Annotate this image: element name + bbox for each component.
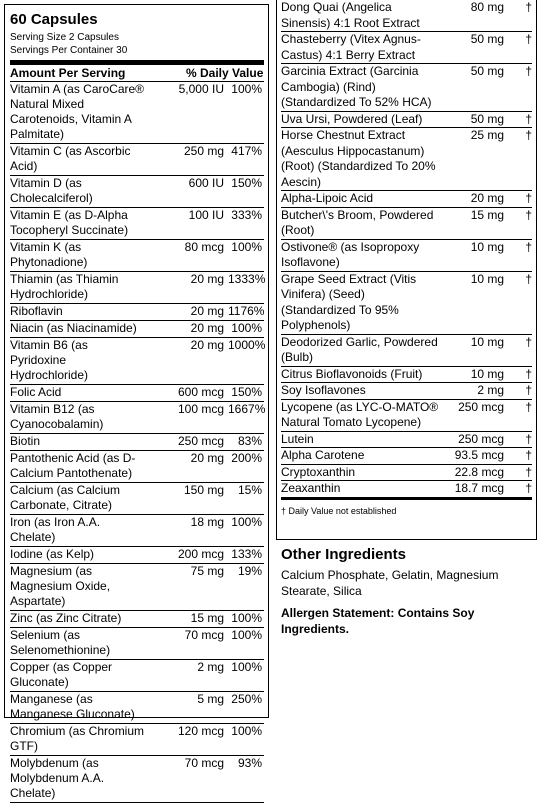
botanical-row xyxy=(281,240,532,272)
botanical-row xyxy=(281,465,532,482)
nutrient-daily-value: 100% xyxy=(231,240,262,254)
nutrient-name: Copper (as Copper Gluconate) xyxy=(10,660,113,689)
dagger-mark: † xyxy=(525,111,532,126)
other-ingredients-title: Other Ingredients xyxy=(281,546,407,563)
serving-size: Serving Size 2 Capsules xyxy=(10,32,119,43)
dagger-mark: † xyxy=(525,464,532,479)
nutrient-amount: 75 mg xyxy=(190,564,224,578)
ingredient-amount: 50 mg xyxy=(470,32,505,46)
nutrient-daily-value: 15% xyxy=(237,483,262,497)
nutrient-row xyxy=(10,451,264,483)
nutrient-name: Chromium (as Chromium GTF) xyxy=(10,724,145,753)
botanical-row xyxy=(281,208,532,240)
botanical-row xyxy=(281,112,532,129)
dagger-mark: † xyxy=(525,0,532,14)
ingredient-name: Cryptoxanthin xyxy=(281,464,356,479)
nutrient-name: Vitamin E (as D-Alpha Tocopheryl Succinate) xyxy=(10,208,129,237)
nutrient-daily-value: 1176% xyxy=(228,304,265,318)
nutrient-name: Vitamin B12 (as Cyanocobalamin) xyxy=(10,402,104,431)
nutrient-daily-value: 100% xyxy=(231,660,262,674)
nutrient-daily-value: 150% xyxy=(231,385,262,399)
product-count-title: 60 Capsules xyxy=(10,11,98,28)
ingredient-name: Zeaxanthin xyxy=(281,481,341,495)
supplement-facts-left-panel xyxy=(4,4,269,800)
ingredient-name: Lutein xyxy=(281,431,314,446)
nutrient-row xyxy=(10,338,264,385)
nutrient-amount: 15 mg xyxy=(190,611,224,625)
botanical-row xyxy=(281,272,532,335)
nutrient-amount: 100 IU xyxy=(188,208,224,222)
ingredient-name: Citrus Bioflavonoids (Fruit) xyxy=(281,366,423,381)
ingredient-amount: 250 mcg xyxy=(458,431,505,446)
nutrient-amount: 5,000 IU xyxy=(178,82,224,96)
nutrient-name: Iodine (as Kelp) xyxy=(10,547,95,561)
nutrient-daily-value: 200% xyxy=(231,451,262,465)
nutrient-amount: 250 mcg xyxy=(177,434,224,448)
nutrient-amount: 150 mg xyxy=(183,483,224,497)
nutrient-name: Thiamin (as Thiamin Hydrochloride) xyxy=(10,272,119,301)
nutrient-name: Magnesium (as Magnesium Oxide, Aspartate) xyxy=(10,564,111,608)
ingredient-name: Grape Seed Extract (Vitis Vinifera) (Seed) (Standardized To 95% Polyphenols) xyxy=(281,271,417,332)
nutrient-row xyxy=(10,321,264,338)
ingredient-amount: 18.7 mcg xyxy=(454,481,505,495)
nutrient-daily-value: 150% xyxy=(231,176,262,190)
dagger-mark: † xyxy=(525,191,532,205)
nutrient-name: Vitamin C (as Ascorbic Acid) xyxy=(10,144,131,173)
nutrient-name: Pantothenic Acid (as D-Calcium Pantothenate) xyxy=(10,451,136,480)
nutrient-amount: 20 mg xyxy=(190,451,224,465)
nutrient-daily-value: 133% xyxy=(231,547,262,561)
dagger-mark: † xyxy=(525,366,532,381)
ingredient-amount: 10 mg xyxy=(470,271,505,286)
botanical-row xyxy=(281,481,532,500)
nutrient-list xyxy=(10,82,264,803)
nutrient-amount: 120 mcg xyxy=(177,724,224,738)
nutrient-row xyxy=(10,692,264,724)
nutrient-amount: 20 mg xyxy=(190,338,224,352)
botanical-row xyxy=(281,367,532,384)
ingredient-amount: 93.5 mcg xyxy=(454,448,505,462)
ingredient-name: Soy Isoflavones xyxy=(281,383,366,397)
ingredient-amount: 50 mg xyxy=(470,111,505,126)
nutrient-daily-value: 100% xyxy=(231,515,262,529)
ingredient-name: Uva Ursi, Powdered (Leaf) xyxy=(281,111,423,126)
nutrient-daily-value: 333% xyxy=(231,208,262,222)
nutrient-daily-value: 1000% xyxy=(228,338,266,352)
ingredient-amount: 50 mg xyxy=(470,64,505,78)
ingredient-name: Alpha Carotene xyxy=(281,448,365,462)
botanical-row xyxy=(281,432,532,449)
botanical-row xyxy=(281,191,532,208)
ingredient-amount: 250 mcg xyxy=(458,399,505,414)
nutrient-row xyxy=(10,515,264,547)
botanical-row xyxy=(281,128,532,191)
nutrient-name: Selenium (as Selenomethionine) xyxy=(10,628,111,657)
nutrient-amount: 20 mg xyxy=(190,321,224,335)
nutrient-row xyxy=(10,547,264,564)
botanical-row xyxy=(281,32,532,64)
nutrient-daily-value: 100% xyxy=(231,611,262,625)
daily-value-header: % Daily Value xyxy=(186,66,264,80)
dagger-mark: † xyxy=(525,399,532,414)
botanical-row xyxy=(281,0,532,32)
ingredient-amount: 80 mg xyxy=(470,0,505,14)
dagger-footnote: † Daily Value not established xyxy=(281,505,397,516)
nutrient-row xyxy=(10,402,264,434)
nutrient-name: Niacin (as Niacinamide) xyxy=(10,321,137,335)
dagger-mark: † xyxy=(525,239,532,254)
ingredient-name: Garcinia Extract (Garcinia Cambogia) (Rind) (Standardized To 52% HCA) xyxy=(281,64,432,109)
nutrient-row xyxy=(10,628,264,660)
nutrient-amount: 20 mg xyxy=(190,272,224,286)
nutrient-name: Vitamin B6 (as Pyridoxine Hydrochloride) xyxy=(10,338,89,382)
nutrient-name: Molybdenum (as Molybdenum A.A. Chelate) xyxy=(10,756,105,800)
nutrient-amount: 600 mcg xyxy=(177,385,224,399)
nutrient-row xyxy=(10,564,264,611)
nutrient-name: Folic Acid xyxy=(10,385,62,399)
ingredient-amount: 10 mg xyxy=(470,334,505,349)
dagger-mark: † xyxy=(525,64,532,78)
nutrient-row xyxy=(10,240,264,272)
dagger-mark: † xyxy=(525,128,532,142)
nutrient-row xyxy=(10,272,264,304)
nutrient-row xyxy=(10,434,264,451)
ingredient-name: Chasteberry (Vitex Agnus-Castus) 4:1 Berry Extract xyxy=(281,32,421,62)
nutrient-name: Vitamin K (as Phytonadione) xyxy=(10,240,88,269)
nutrient-row xyxy=(10,660,264,692)
nutrient-daily-value: 417% xyxy=(231,144,262,158)
ingredient-amount: 20 mg xyxy=(470,191,505,205)
nutrient-amount: 20 mg xyxy=(190,304,224,318)
dagger-mark: † xyxy=(525,448,532,462)
dagger-mark: † xyxy=(525,271,532,286)
ingredient-name: Deodorized Garlic, Powdered (Bulb) xyxy=(281,334,438,364)
ingredient-amount: 15 mg xyxy=(470,207,505,222)
nutrient-name: Riboflavin xyxy=(10,304,63,318)
nutrient-daily-value: 100% xyxy=(231,82,262,96)
botanical-row xyxy=(281,383,532,400)
other-ingredients-section xyxy=(281,545,533,637)
ingredient-amount: 10 mg xyxy=(470,239,505,254)
ingredient-amount: 22.8 mcg xyxy=(454,464,505,479)
dagger-mark: † xyxy=(525,431,532,446)
nutrient-amount: 100 mcg xyxy=(177,402,224,416)
dagger-mark: † xyxy=(525,207,532,222)
table-header xyxy=(10,65,264,82)
botanical-row xyxy=(281,400,532,432)
botanical-row xyxy=(281,335,532,367)
ingredient-name: Horse Chestnut Extract (Aesculus Hippocastanum) (Root) (Standardized To 20% Aescin) xyxy=(281,128,436,189)
amount-per-serving-header: Amount Per Serving xyxy=(10,66,126,80)
nutrient-name: Biotin xyxy=(10,434,41,448)
nutrient-row xyxy=(10,611,264,628)
ingredient-amount: 10 mg xyxy=(470,366,505,381)
dagger-mark: † xyxy=(525,383,532,397)
nutrient-row xyxy=(10,304,264,321)
allergen-statement: Allergen Statement: Contains Soy Ingredients. xyxy=(281,606,475,636)
ingredient-amount: 2 mg xyxy=(477,383,505,397)
ingredient-name: Alpha-Lipoic Acid xyxy=(281,191,374,205)
nutrient-amount: 600 IU xyxy=(188,176,224,190)
nutrient-daily-value: 1333% xyxy=(228,272,266,286)
nutrient-row xyxy=(10,483,264,515)
nutrient-daily-value: 100% xyxy=(231,321,262,335)
nutrient-amount: 5 mg xyxy=(197,692,224,706)
nutrient-daily-value: 83% xyxy=(237,434,262,448)
dagger-mark: † xyxy=(525,481,532,495)
ingredient-name: Butcher\'s Broom, Powdered (Root) xyxy=(281,207,434,237)
nutrient-daily-value: 1667% xyxy=(228,402,266,416)
nutrient-row xyxy=(10,144,264,176)
nutrient-daily-value: 100% xyxy=(231,724,262,738)
nutrient-daily-value: 100% xyxy=(231,628,262,642)
dagger-mark: † xyxy=(525,32,532,46)
nutrient-amount: 250 mg xyxy=(183,144,224,158)
nutrient-amount: 200 mcg xyxy=(177,547,224,561)
nutrient-amount: 70 mcg xyxy=(184,756,224,770)
nutrient-row xyxy=(10,756,264,803)
botanical-row xyxy=(281,64,532,112)
nutrient-name: Calcium (as Calcium Carbonate, Citrate) xyxy=(10,483,121,512)
ingredient-name: Lycopene (as LYC-O-MATO® Natural Tomato Lycopene) xyxy=(281,399,439,429)
other-ingredients-text: Calcium Phosphate, Gelatin, Magnesium Stearate, Silica xyxy=(281,568,499,598)
nutrient-daily-value: 19% xyxy=(237,564,262,578)
servings-per-container: Servings Per Container 30 xyxy=(10,45,128,56)
botanical-list xyxy=(281,0,532,500)
nutrient-amount: 18 mg xyxy=(190,515,224,529)
botanical-row xyxy=(281,448,532,465)
nutrient-amount: 70 mcg xyxy=(184,628,224,642)
nutrient-daily-value: 250% xyxy=(231,692,262,706)
nutrient-row xyxy=(10,208,264,240)
ingredient-name: Ostivone® (as Isopropoxy Isoflavone) xyxy=(281,239,420,269)
supplement-facts-right-panel xyxy=(276,0,537,540)
nutrient-amount: 80 mcg xyxy=(184,240,224,254)
dagger-mark: † xyxy=(525,334,532,349)
ingredient-name: Dong Quai (Angelica Sinensis) 4:1 Root Extract xyxy=(281,0,420,30)
nutrient-name: Zinc (as Zinc Citrate) xyxy=(10,611,122,625)
nutrient-name: Manganese (as Manganese Gluconate) xyxy=(10,692,135,721)
nutrient-row xyxy=(10,176,264,208)
nutrient-row xyxy=(10,82,264,144)
nutrient-row xyxy=(10,724,264,756)
nutrient-amount: 2 mg xyxy=(197,660,224,674)
nutrient-name: Vitamin A (as CaroCare® Natural Mixed Carotenoids, Vitamin A Palmitate) xyxy=(10,82,145,141)
nutrient-row xyxy=(10,385,264,402)
nutrient-daily-value: 93% xyxy=(237,756,262,770)
ingredient-amount: 25 mg xyxy=(470,128,505,142)
nutrient-name: Vitamin D (as Cholecalciferol) xyxy=(10,176,93,205)
nutrient-name: Iron (as Iron A.A. Chelate) xyxy=(10,515,101,544)
